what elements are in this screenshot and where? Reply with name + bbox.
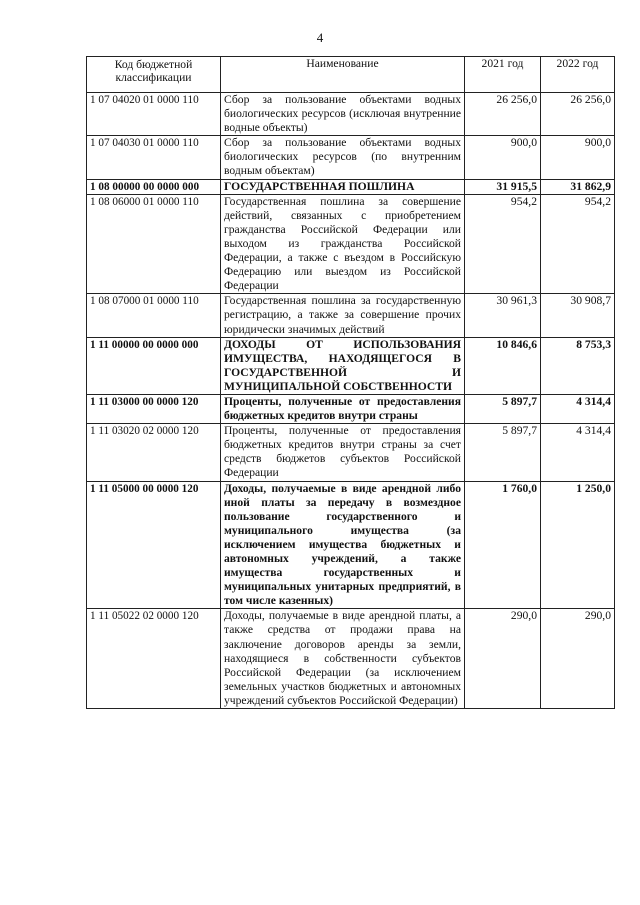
- table-row: [87, 337, 615, 394]
- budget-code-cell: 1 11 05000 00 0000 120: [87, 481, 221, 609]
- budget-code-cell: 1 08 06000 01 0000 110: [87, 194, 221, 294]
- item-name-cell: Сбор за пользование объектами водных биологических ресурсов (по внутренним водным объектам): [221, 136, 465, 179]
- budget-code-cell: 1 08 00000 00 0000 000: [87, 179, 221, 194]
- item-name-cell: Сбор за пользование объектами водных биологических ресурсов (исключая внутренние водные объекты): [221, 93, 465, 136]
- item-name-cell: Государственная пошлина за государственную регистрацию, а также за совершение прочих юридически значимых действий: [221, 294, 465, 337]
- amount-2021-cell: 290,0: [465, 609, 541, 709]
- table-header-row: [87, 57, 615, 93]
- amount-2022-cell: 30 908,7: [541, 294, 615, 337]
- amount-2022-cell: 954,2: [541, 194, 615, 294]
- amount-2021-cell: 954,2: [465, 194, 541, 294]
- item-name-cell: Доходы, получаемые в виде арендной либо иной платы за передачу в возмездное пользование государственного и муниципального имущества (за исключением имущества бюджетных и автономных учреждений, а также имущества государственных и муниципальных унитарных предприятий, в том числе казенных): [221, 481, 465, 609]
- table-row: [87, 481, 615, 609]
- amount-2022-cell: 8 753,3: [541, 337, 615, 394]
- amount-2021-cell: 31 915,5: [465, 179, 541, 194]
- table-row: [87, 394, 615, 423]
- header-year-2022: 2022 год: [541, 57, 615, 93]
- amount-2021-cell: 5 897,7: [465, 424, 541, 481]
- item-name-cell: Доходы, получаемые в виде арендной платы, а также средства от продажи права на заключение договоров аренды за земли, находящиеся в собственности субъектов Российской Федерации (за исключением земельных участков бюджетных и автономных учреждений субъектов Российской Федерации): [221, 609, 465, 709]
- table-row: [87, 93, 615, 136]
- item-name-cell: ГОСУДАРСТВЕННАЯ ПОШЛИНА: [221, 179, 465, 194]
- amount-2021-cell: 30 961,3: [465, 294, 541, 337]
- amount-2022-cell: 26 256,0: [541, 93, 615, 136]
- budget-code-cell: 1 07 04020 01 0000 110: [87, 93, 221, 136]
- table-row: [87, 424, 615, 481]
- table-body: [87, 93, 615, 709]
- amount-2021-cell: 900,0: [465, 136, 541, 179]
- amount-2021-cell: 5 897,7: [465, 394, 541, 423]
- budget-code-cell: 1 11 03000 00 0000 120: [87, 394, 221, 423]
- item-name-cell: Государственная пошлина за совершение действий, связанных с приобретением гражданства Российской Федерации или выходом из гражданства Российской Федерации, а также с въездом в Российскую Федерацию или выездом из Российской Федерации: [221, 194, 465, 294]
- item-name-cell: Проценты, полученные от предоставления бюджетных кредитов внутри страны: [221, 394, 465, 423]
- table-row: [87, 179, 615, 194]
- amount-2021-cell: 10 846,6: [465, 337, 541, 394]
- page-number: 4: [316, 30, 324, 45]
- amount-2022-cell: 4 314,4: [541, 424, 615, 481]
- amount-2022-cell: 1 250,0: [541, 481, 615, 609]
- budget-code-cell: 1 08 07000 01 0000 110: [87, 294, 221, 337]
- amount-2022-cell: 900,0: [541, 136, 615, 179]
- amount-2022-cell: 31 862,9: [541, 179, 615, 194]
- amount-2021-cell: 1 760,0: [465, 481, 541, 609]
- amount-2022-cell: 290,0: [541, 609, 615, 709]
- header-code: Код бюджетной классификации: [87, 57, 221, 93]
- header-name: Наименование: [221, 57, 465, 93]
- table-row: [87, 194, 615, 294]
- table-row: [87, 136, 615, 179]
- budget-table: [86, 56, 615, 709]
- amount-2021-cell: 26 256,0: [465, 93, 541, 136]
- budget-code-cell: 1 11 03020 02 0000 120: [87, 424, 221, 481]
- table-row: [87, 294, 615, 337]
- item-name-cell: Проценты, полученные от предоставления бюджетных кредитов внутри страны за счет средств бюджетов субъектов Российской Федерации: [221, 424, 465, 481]
- amount-2022-cell: 4 314,4: [541, 394, 615, 423]
- budget-code-cell: 1 07 04030 01 0000 110: [87, 136, 221, 179]
- header-year-2021: 2021 год: [465, 57, 541, 93]
- budget-code-cell: 1 11 00000 00 0000 000: [87, 337, 221, 394]
- table-row: [87, 609, 615, 709]
- item-name-cell: ДОХОДЫ ОТ ИСПОЛЬЗОВАНИЯ ИМУЩЕСТВА, НАХОДЯЩЕГОСЯ В ГОСУДАРСТВЕННОЙ И МУНИЦИПАЛЬНОЙ СОБСТВЕННОСТИ: [221, 337, 465, 394]
- budget-code-cell: 1 11 05022 02 0000 120: [87, 609, 221, 709]
